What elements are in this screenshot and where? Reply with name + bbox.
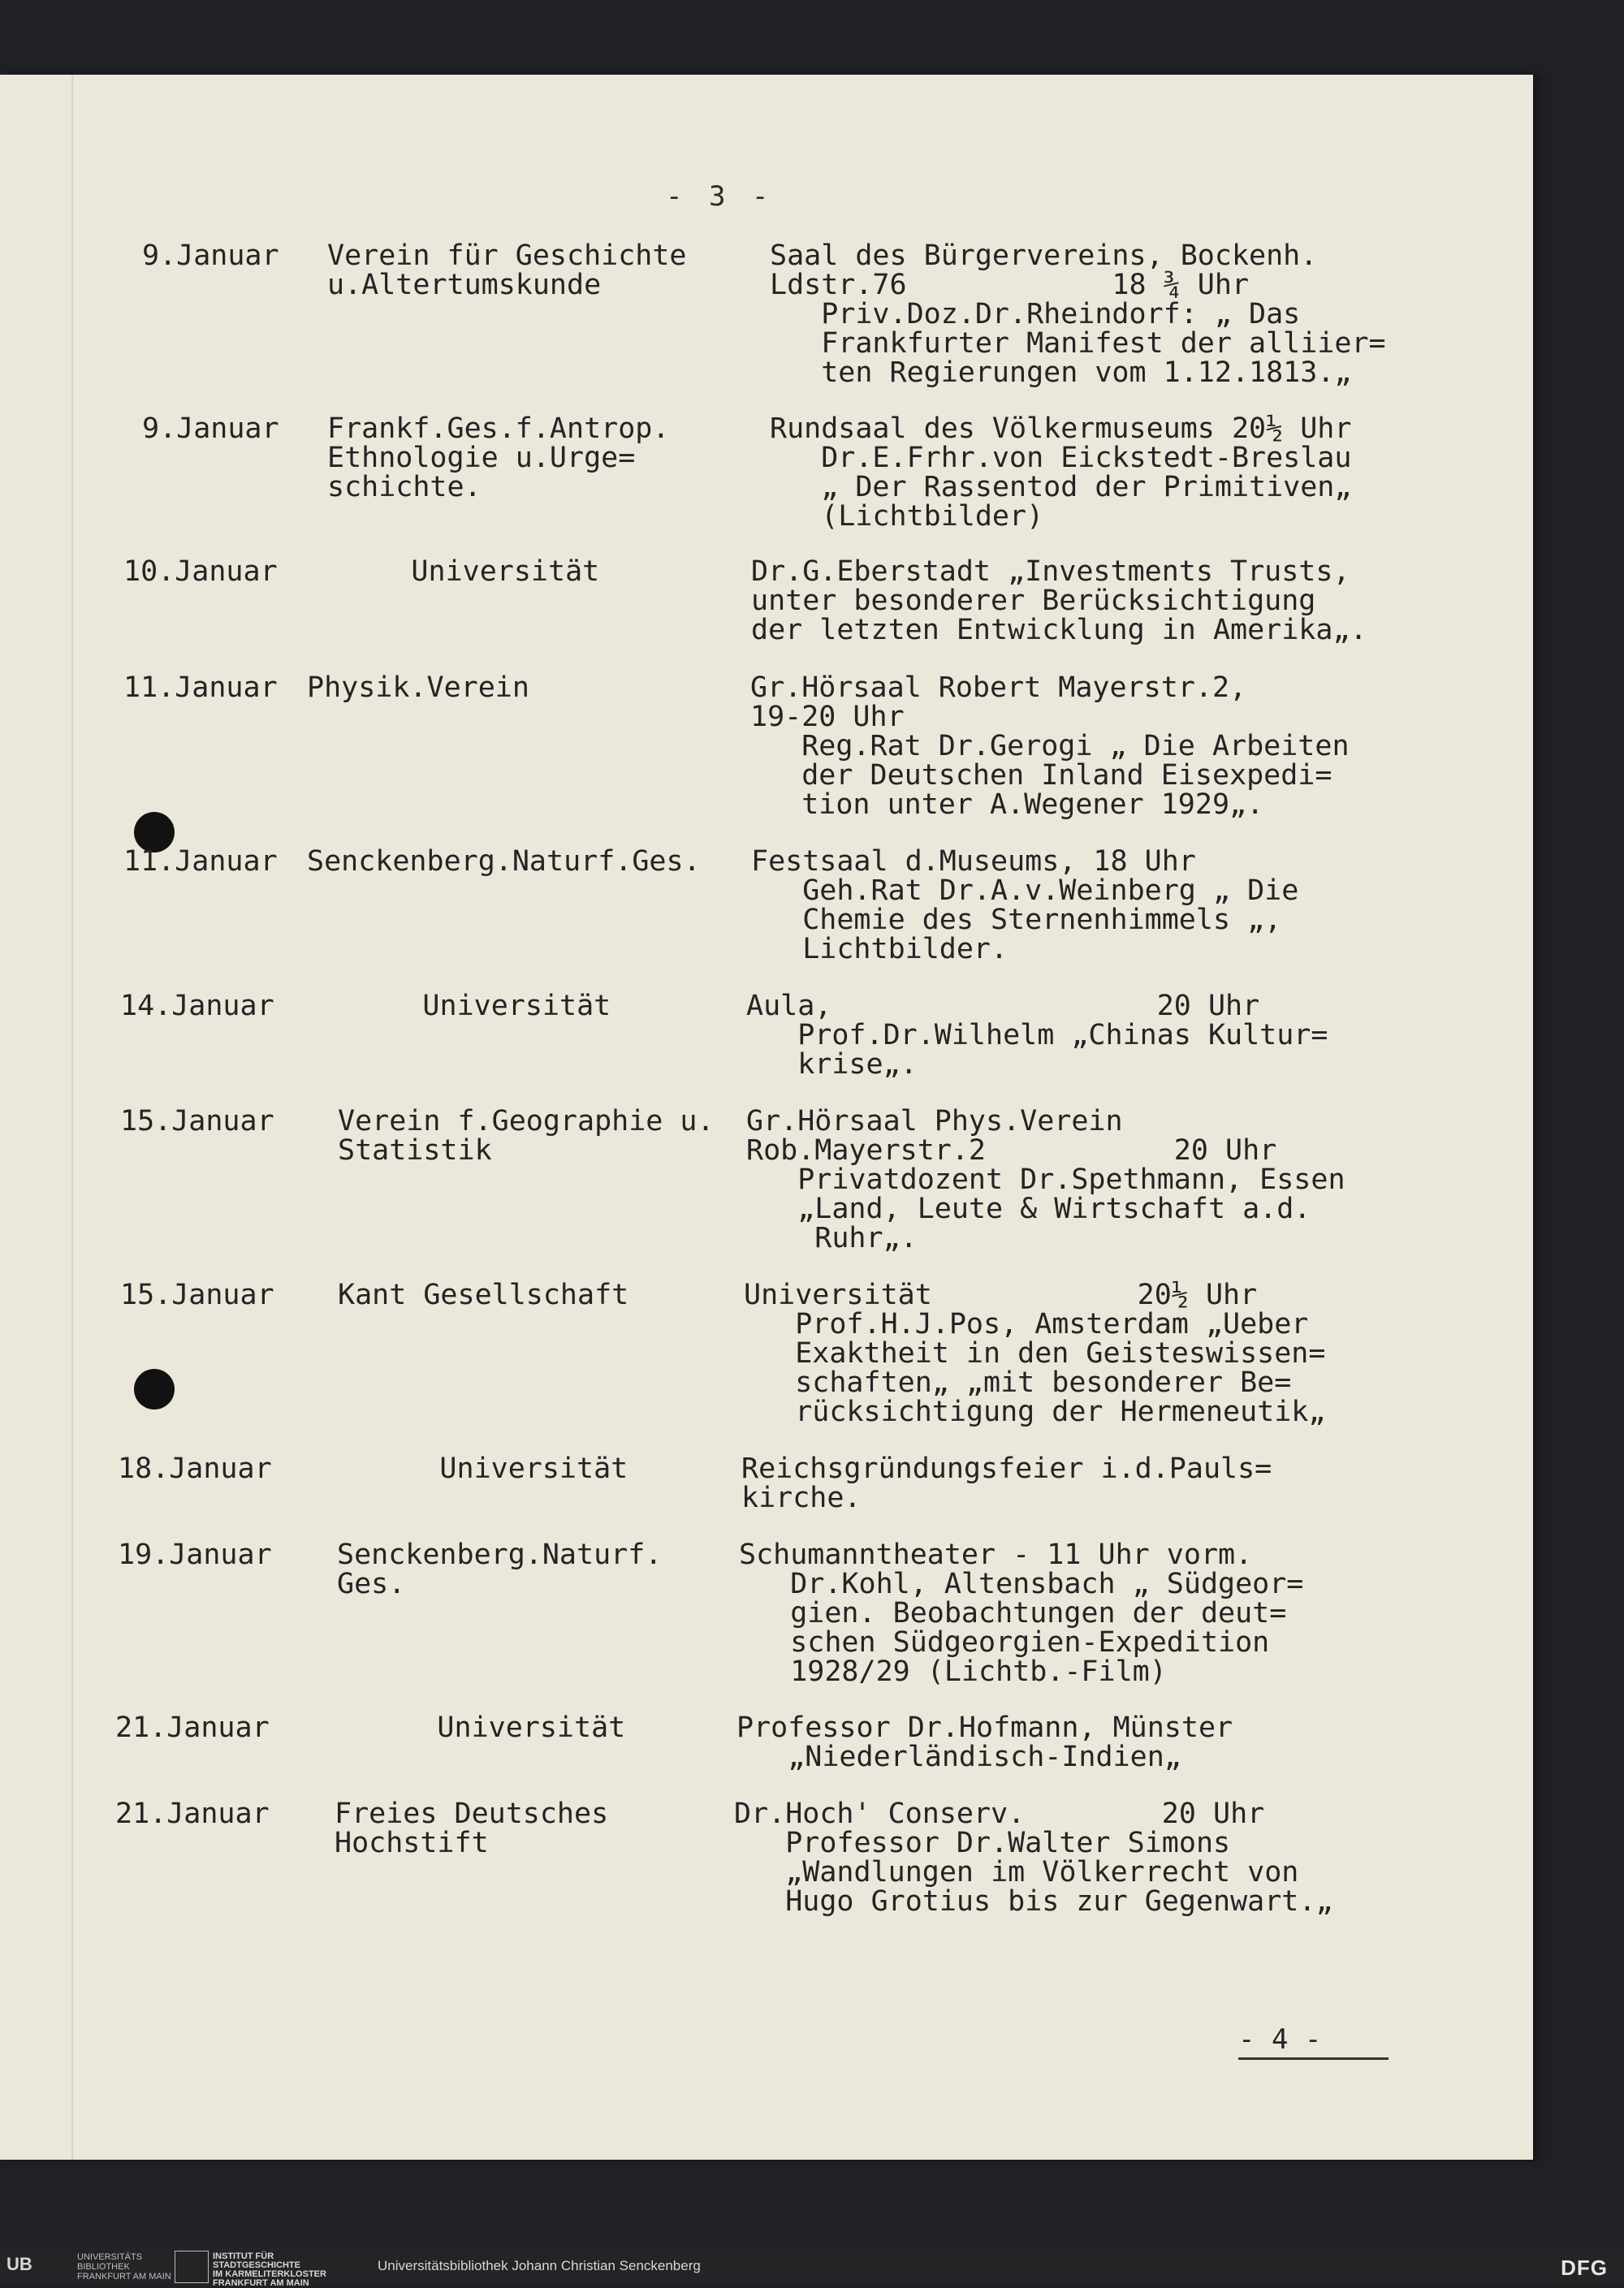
event-date: 14.Januar — [120, 990, 274, 1022]
punch-hole-bottom — [134, 1369, 175, 1409]
ub-logo: UB — [6, 2254, 32, 2274]
ub-logo-text: UNIVERSITÄTS BIBLIOTHEK FRANKFURT AM MAIN — [77, 2252, 171, 2282]
event-date: 15.Januar — [120, 1105, 274, 1138]
event-date: 19.Januar — [118, 1539, 272, 1571]
event-details: Gr.Hörsaal Robert Mayerstr.2, 19-20 Uhr Reg.Rat Dr.Gerogi „ Die Arbeiten der Deutschen Inland Eisexpedi= tion unter A.Wegener 1929„. — [750, 671, 1350, 821]
event-organizer: Frankf.Ges.f.Antrop. Ethnologie u.Urge= schichte. — [327, 412, 670, 503]
event-details: Rundsaal des Völkermuseums 20½ Uhr Dr.E.Frhr.von Eickstedt-Breslau „ Der Rassentod der Primitiven„ (Lichtbilder) — [770, 412, 1352, 533]
institute-logo-icon — [175, 2251, 209, 2283]
event-organizer: Senckenberg.Naturf. Ges. — [337, 1539, 663, 1600]
page-edge-line — [71, 75, 73, 2160]
event-details: Schumanntheater - 11 Uhr vorm. Dr.Kohl, Altensbach „ Südgeor= gien. Beobachtungen der deut= schen Südgeorgien-Expedition 1928/29 (Lichtb.-Film) — [739, 1539, 1304, 1688]
event-details: Universität 20½ Uhr Prof.H.J.Pos, Amsterdam „Ueber Exaktheit in den Geisteswissen= schaften„ „mit besonderer Be= rücksichtigung der Hermeneutik„ — [744, 1279, 1326, 1428]
next-page-underline — [1238, 2057, 1389, 2060]
institute-logo-text: INSTITUT FÜR STADTGESCHICHTE IM KARMELITERKLOSTER FRANKFURT AM MAIN — [213, 2251, 326, 2288]
event-date: 9.Januar — [142, 412, 279, 445]
event-date: 15.Januar — [120, 1279, 274, 1311]
event-details: Professor Dr.Hofmann, Münster „Niederländisch-Indien„ — [736, 1712, 1233, 1773]
event-details: Aula, 20 Uhr Prof.Dr.Wilhelm „Chinas Kultur= krise„. — [746, 990, 1328, 1081]
event-date: 11.Januar — [123, 671, 278, 704]
event-details: Saal des Bürgervereins, Bockenh. Ldstr.76 18 ¾ Uhr Priv.Doz.Dr.Rheindorf: „ Das Frankfurter Manifest der alliier= ten Regierungen vom 1.12.1813.„ — [770, 240, 1386, 389]
event-date: 10.Januar — [123, 555, 278, 588]
event-date: 21.Januar — [115, 1798, 270, 1830]
dfg-logo: DFG — [1561, 2256, 1608, 2280]
footer-library-name: Universitätsbibliothek Johann Christian Senckenberg — [378, 2258, 701, 2273]
event-organizer: Senckenberg.Naturf.Ges. — [307, 845, 701, 878]
event-organizer: Universität — [337, 1453, 628, 1485]
event-date: 21.Januar — [115, 1712, 270, 1744]
next-page-marker: - 4 - — [1238, 2023, 1322, 2056]
event-organizer: Universität — [320, 990, 611, 1022]
event-details: Gr.Hörsaal Phys.Verein Rob.Mayerstr.2 20 Uhr Privatdozent Dr.Spethmann, Essen „Land, Leute & Wirtschaft a.d. Ruhr„. — [746, 1105, 1345, 1254]
event-details: Dr.G.Eberstadt „Investments Trusts, unter besonderer Berücksichtigung der letzten Entwicklung in Amerika„. — [751, 555, 1367, 646]
event-details: Dr.Hoch' Conserv. 20 Uhr Professor Dr.Walter Simons „Wandlungen im Völkerrecht von Hugo Grotius bis zur Gegenwart.„ — [734, 1798, 1333, 1918]
event-organizer: Verein für Geschichte u.Altertumskunde — [327, 240, 687, 301]
event-details: Festsaal d.Museums, 18 Uhr Geh.Rat Dr.A.v.Weinberg „ Die Chemie des Sternenhimmels „, Lichtbilder. — [751, 845, 1299, 965]
event-organizer: Universität — [309, 555, 600, 588]
viewer-footer — [0, 2247, 1624, 2288]
event-organizer: Verein f.Geographie u. Statistik — [338, 1105, 715, 1167]
event-organizer: Kant Gesellschaft — [338, 1279, 629, 1311]
event-date: 9.Januar — [142, 240, 279, 272]
event-organizer: Physik.Verein — [307, 671, 529, 704]
event-date: 18.Januar — [118, 1453, 272, 1485]
event-organizer: Freies Deutsches Hochstift — [335, 1798, 609, 1859]
document-page — [0, 75, 1533, 2160]
event-details: Reichsgründungsfeier i.d.Pauls= kirche. — [741, 1453, 1272, 1514]
event-organizer: Universität — [335, 1712, 626, 1744]
event-date: 11.Januar — [123, 845, 278, 878]
page-number: - 3 - — [666, 180, 774, 213]
